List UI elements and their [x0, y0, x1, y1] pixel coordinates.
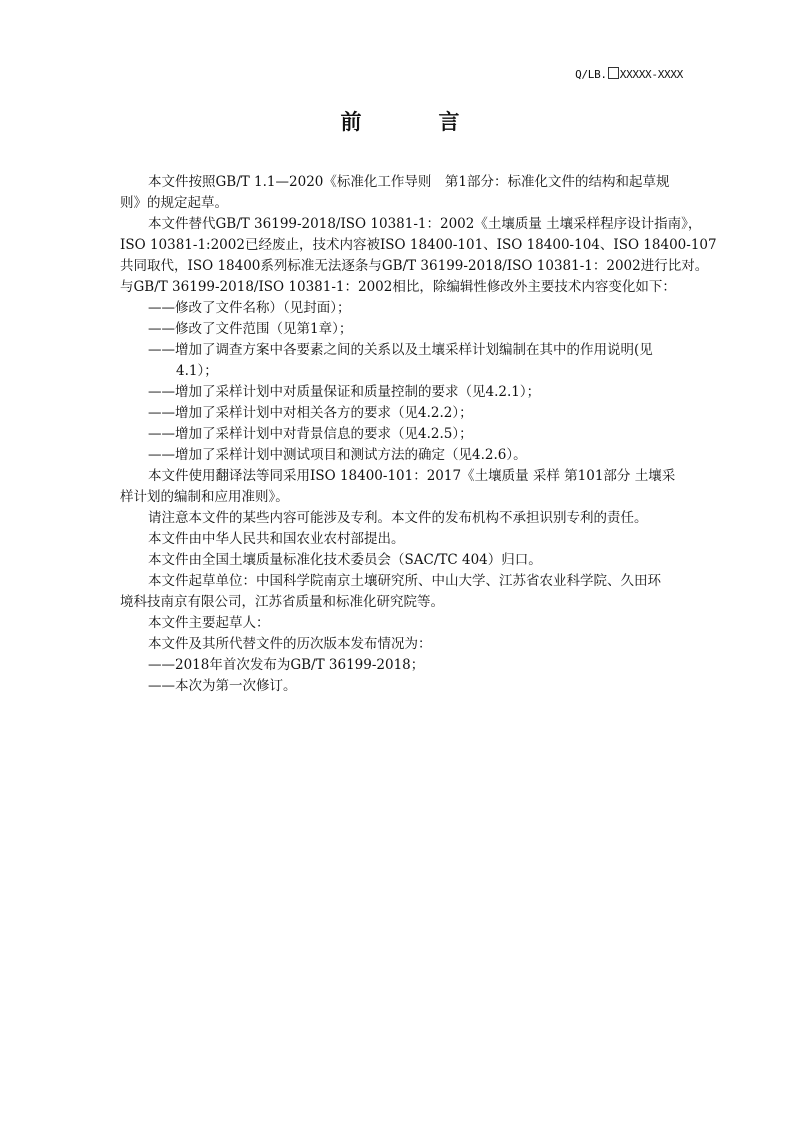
text-line: 与GB/T 36199-2018/ISO 10381-1：2002相比，除编辑性修改外主要技术内容变化如下： — [120, 279, 676, 295]
document-code — [575, 67, 683, 81]
text-line: 样计划的编制和应用准则》。 — [120, 489, 289, 505]
text-line: ——增加了采样计划中对质量保证和质量控制的要求（见4.2.1）； — [148, 384, 541, 400]
text-line: 本文件由中华人民共和国农业农村部提出。 — [148, 531, 405, 547]
text-line: 则》的规定起草。 — [120, 195, 228, 211]
checkbox-placeholder-icon — [608, 67, 619, 79]
text-line: 4.1）； — [176, 363, 218, 379]
text-line: ISO 10381-1:2002已经废止，技术内容被ISO 18400-101、ISO 18400-104、ISO 18400-107 — [120, 237, 717, 253]
text-line: 本文件使用翻译法等同采用ISO 18400-101：2017《土壤质量 采样 第101部分 土壤采 — [148, 468, 676, 484]
text-line: ——增加了调查方案中各要素之间的关系以及土壤采样计划编制在其中的作用说明(见 — [148, 342, 653, 358]
text-line: ——增加了采样计划中测试项目和测试方法的确定（见4.2.6）。 — [148, 447, 527, 463]
text-line: 请注意本文件的某些内容可能涉及专利。本文件的发布机构不承担识别专利的责任。 — [148, 510, 648, 526]
code-prefix: Q/LB. — [575, 68, 607, 81]
text-line: ——修改了文件范围（见第1章）； — [148, 321, 353, 337]
text-line: 本文件由全国土壤质量标准化技术委员会（SAC/TC 404）归口。 — [148, 552, 542, 568]
text-line: 共同取代，ISO 18400系列标准无法逐条与GB/T 36199-2018/ISO 10381-1：2002进行比对。 — [120, 258, 709, 274]
text-line: 本文件及其所代替文件的历次版本发布情况为： — [148, 636, 432, 652]
text-line: 本文件按照GB/T 1.1—2020《标准化工作导则 第1部分：标准化文件的结构和起草规 — [148, 174, 670, 190]
text-line: ——增加了采样计划中对相关各方的要求（见4.2.2）； — [148, 405, 473, 421]
page-title: 前 言 — [340, 109, 488, 134]
text-line: ——增加了采样计划中对背景信息的要求（见4.2.5）； — [148, 426, 473, 442]
text-line: 本文件替代GB/T 36199-2018/ISO 10381-1：2002《土壤质量 土壤采样程序设计指南》， — [148, 216, 702, 232]
text-line: 境科技南京有限公司，江苏省质量和标准化研究院等。 — [120, 594, 444, 610]
document-body — [120, 172, 717, 697]
text-line: ——修改了文件名称）（见封面）； — [148, 300, 351, 316]
code-suffix: XXXXX-XXXX — [619, 68, 683, 81]
text-line: ——本次为第一次修订。 — [148, 678, 297, 694]
text-line: ——2018年首次发布为GB/T 36199-2018； — [148, 657, 425, 673]
text-line: 本文件主要起草人： — [148, 615, 270, 631]
text-line: 本文件起草单位：中国科学院南京土壤研究所、中山大学、江苏省农业科学院、久田环 — [148, 573, 661, 589]
